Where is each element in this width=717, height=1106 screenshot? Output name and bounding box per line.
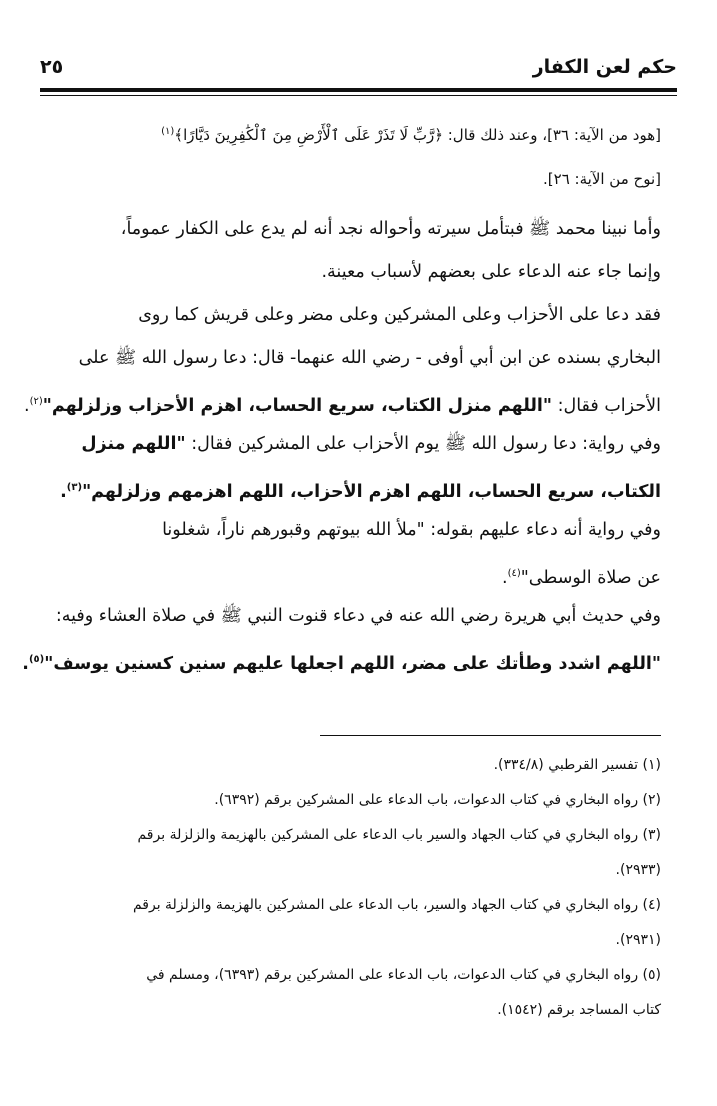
paragraph-text: البخاري بسنده عن ابن أبي أوفى - رضي الله عنهما- قال: دعا رسول الله ﷺ على — [78, 348, 661, 368]
footnote-ref-1: (١) — [161, 126, 175, 137]
paragraph-line — [56, 466, 661, 509]
paragraph-text: وفي رواية أنه دعاء عليهم بقوله: "ملأ الله بيوتهم وقبورهم ناراً، شغلونا — [162, 520, 661, 540]
verse-citation: [هود من الآية: ٣٦]، وعند ذلك قال: ﴿رَّبِّ لَا تَذَرْ عَلَى ٱلْأَرْضِ مِنَ ٱلْكَٰفِرِينَ دَيَّارًا﴾ — [174, 126, 661, 144]
paragraph-line — [24, 380, 661, 423]
paragraph-text: فقد دعا على الأحزاب وعلى المشركين وعلى مضر وعلى قريش كما روى — [138, 305, 661, 325]
paragraph-text: وفي رواية: دعا رسول الله ﷺ يوم الأحزاب على المشركين فقال: — [191, 434, 661, 454]
sentence-end: . — [501, 567, 508, 588]
footnote-separator — [320, 735, 661, 736]
verse-citation-line-2 — [56, 164, 661, 208]
paragraph-text: وأما نبينا محمد ﷺ فبتأمل سيرته وأحواله نجد أنه لم يدع على الكفار عموماً، — [120, 219, 661, 239]
paragraph-line — [56, 337, 661, 380]
header-rule-thin — [40, 95, 677, 96]
footnote-ref-3: (٣) — [66, 482, 83, 493]
verse-citation-2: [نوح من الآية: ٢٦]. — [543, 170, 661, 188]
sentence-end: . — [22, 653, 29, 674]
paragraph-line — [56, 208, 661, 251]
verse-citation-line — [56, 112, 661, 164]
footnote-1: (١) تفسير القرطبي (٣٣٤/٨). — [493, 757, 661, 773]
dua-quote: "اللهم منزل الكتاب، سريع الحساب، اهزم الأحزاب وزلزلهم" — [42, 395, 553, 416]
footnote-5-cont: كتاب المساجد برقم (١٥٤٢). — [497, 1002, 661, 1018]
paragraph-text: وفي حديث أبي هريرة رضي الله عنه في دعاء قنوت النبي ﷺ في صلاة العشاء وفيه: — [55, 606, 661, 626]
footnotes — [56, 748, 661, 1028]
sentence-end: . — [60, 481, 67, 502]
footnote-4: (٤) رواه البخاري في كتاب الجهاد والسير، باب الدعاء على المشركين بالهزيمة والزلزلة برقم — [132, 897, 661, 913]
header-rule-thick — [40, 88, 677, 92]
paragraph-line — [56, 251, 661, 294]
paragraph-line — [22, 638, 661, 681]
body-text — [22, 112, 661, 681]
footnote-ref-2: (٢) — [29, 396, 43, 407]
paragraph-line — [56, 552, 661, 595]
paragraph-line — [56, 423, 661, 466]
running-title: حكم لعن الكفار — [532, 56, 677, 78]
footnote-3: (٣) رواه البخاري في كتاب الجهاد والسير باب الدعاء على المشركين بالهزيمة والزلزلة برقم — [137, 827, 661, 843]
dua-quote: "اللهم اشدد وطأتك على مضر، اللهم اجعلها عليهم سنين كسنين يوسف" — [44, 653, 661, 674]
footnote-3-cont: (٢٩٣٣). — [615, 862, 661, 878]
footnote-2: (٢) رواه البخاري في كتاب الدعوات، باب الدعاء على المشركين برقم (٦٣٩٢). — [214, 792, 661, 808]
footnote-ref-5: (٥) — [28, 654, 45, 665]
footnote-ref-4: (٤) — [507, 568, 521, 579]
paragraph-text: عن صلاة الوسطى" — [520, 567, 661, 588]
dua-quote: الكتاب، سريع الحساب، اللهم اهزم الأحزاب، اللهم اهزمهم وزلزلهم" — [82, 481, 661, 502]
footnote-4-cont: (٢٩٣١). — [615, 932, 661, 948]
sentence-end: . — [24, 395, 30, 416]
paragraph-line — [56, 509, 661, 552]
paragraph-text: الأحزاب فقال: — [557, 395, 661, 416]
dua-quote: "اللهم منزل — [81, 434, 186, 454]
footnote-5: (٥) رواه البخاري في كتاب الدعوات، باب الدعاء على المشركين برقم (٦٣٩٣)، ومسلم في — [146, 967, 661, 983]
paragraph-text: وإنما جاء عنه الدعاء على بعضهم لأسباب معينة. — [321, 262, 661, 282]
page-number: ٢٥ — [40, 56, 64, 78]
paragraph-line — [56, 294, 661, 337]
paragraph-line — [56, 595, 661, 638]
